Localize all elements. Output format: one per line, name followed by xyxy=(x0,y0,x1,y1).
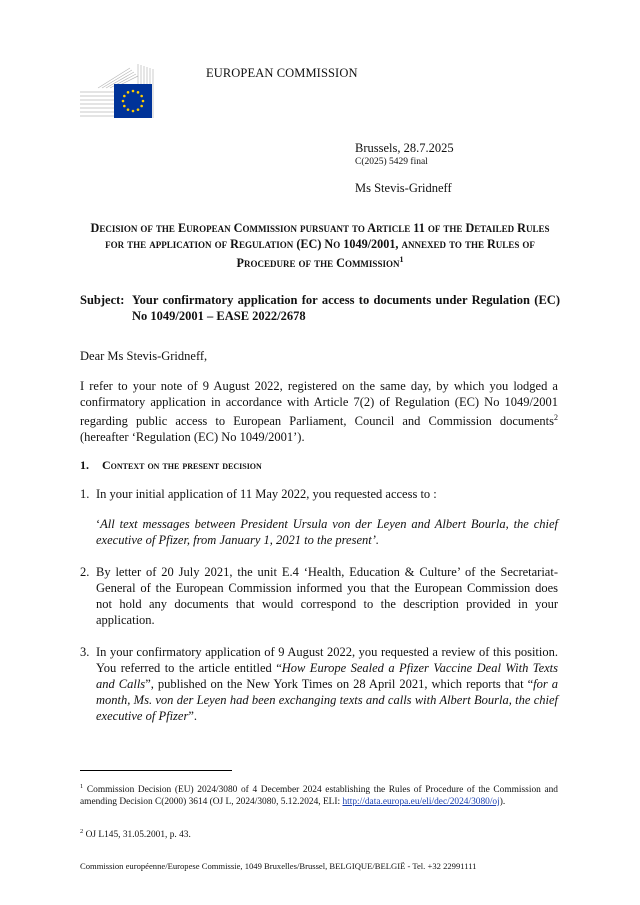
list-item xyxy=(80,644,558,724)
footnote-text: OJ L145, 31.05.2001, p. 43. xyxy=(83,830,191,841)
eu-star xyxy=(137,91,140,94)
eli-link[interactable]: http://data.europa.eu/eli/dec/2024/3080/oj xyxy=(342,796,500,807)
eu-star xyxy=(132,90,135,93)
item3-text-1: In your confirmatory application of 9 August 2022, you requested a review of this position. You referred to the article entitled “ xyxy=(96,645,558,675)
reference-number: C(2025) 5429 final xyxy=(355,157,428,167)
decision-title-text: Decision of the European Commission pursuant to Article 11 of the Detailed Rules for the application of Regulation (EC) No 1049/2001, annexed to the Rules of Procedure of the Commission xyxy=(90,221,550,271)
list-item-number: 1. xyxy=(80,487,90,501)
eu-star xyxy=(142,100,145,103)
letter-header xyxy=(355,140,454,196)
list-item-text: By letter of 20 July 2021, the unit E.4 ‘Health, Education & Culture’ of the Secretariat-General of the European Commission informed you that the European Commission does not hold any documents that would correspond to the description provided in your application. xyxy=(96,565,558,627)
article-title: How Europe Sealed a Pfizer Vaccine Deal With Texts and Calls xyxy=(96,661,559,691)
footnote-text-end: ). xyxy=(499,796,506,807)
list-item-text xyxy=(96,644,558,724)
subject xyxy=(80,292,560,324)
list-item-text: In your initial application of 11 May 2022, you requested access to : xyxy=(96,487,437,501)
eu-star xyxy=(123,95,126,98)
subject-text: Your confirmatory application for access to documents under Regulation (EC) No 1049/2001 – EASE 2022/2678 xyxy=(132,293,560,323)
section-heading xyxy=(80,458,262,473)
quote-text: All text messages between President Ursula von der Leyen and Albert Bourla, the chief executive of Pfizer, from January 1, 2021 to the present’. xyxy=(96,517,558,547)
eu-star xyxy=(127,91,130,94)
quote-open: ‘ xyxy=(96,517,101,531)
footnote-ref-1: 1 xyxy=(399,255,404,264)
section-title: Context on the present decision xyxy=(102,458,262,472)
intro-text: I refer to your note of 9 August 2022, registered on the same day, by which you lodged a confirmatory application in accordance with Article 7(2) of Regulation (EC) No 1049/2001 regarding public access to European Parliament, Council and Commission documents xyxy=(80,379,558,429)
footnote-number: 2 xyxy=(80,828,84,835)
addressee: Ms Stevis-Gridneff xyxy=(355,181,452,195)
footnote-2 xyxy=(80,826,558,842)
location-date: Brussels, 28.7.2025 xyxy=(355,141,454,155)
footnote-number: 1 xyxy=(80,783,84,790)
footnote-1 xyxy=(80,781,558,808)
list-item-number: 2. xyxy=(80,565,90,579)
item3-text-3: ”. xyxy=(188,709,198,723)
eu-star xyxy=(140,95,143,98)
intro-text-end: (hereafter ‘Regulation (EC) No 1049/2001’). xyxy=(80,430,305,445)
article-quote: for a month, Ms. von der Leyen had been exchanging texts and calls with Albert Bourla, the chief executive of Pfizer xyxy=(96,677,558,723)
organization-name: EUROPEAN COMMISSION xyxy=(206,66,358,80)
item3-text-2: ”, published on the New York Times on 28 April 2021, which reports that “ xyxy=(145,677,534,691)
list-item xyxy=(80,564,558,628)
eu-star xyxy=(122,100,125,103)
decision-title xyxy=(80,220,560,271)
eu-star xyxy=(140,105,143,108)
eu-star xyxy=(127,108,130,111)
list-item xyxy=(80,486,558,502)
footnote-ref-2: 2 xyxy=(554,413,558,422)
eu-flag xyxy=(114,84,152,118)
footnote-text: Commission Decision (EU) 2024/3080 of 4 December 2024 establishing the Rules of Procedure of the Commission and amending Decision C(2000) 3614 (OJ L, 2024/3080, 5.12.2024, ELI: xyxy=(80,785,558,807)
list-item-number: 3. xyxy=(80,645,90,659)
footnote-separator xyxy=(80,770,232,771)
eu-star xyxy=(137,108,140,111)
eu-star xyxy=(132,110,135,113)
eu-star xyxy=(123,105,126,108)
intro-paragraph xyxy=(80,378,558,445)
salutation: Dear Ms Stevis-Gridneff, xyxy=(80,349,208,363)
requested-documents-quote xyxy=(96,516,558,548)
subject-label: Subject: xyxy=(80,293,125,307)
european-commission-logo xyxy=(78,62,156,120)
section-number: 1. xyxy=(80,458,89,472)
page-footer: Commission européenne/Europese Commissie, 1049 Bruxelles/Brussel, BELGIQUE/BELGIË - Tel. +32 22991111 xyxy=(80,861,477,871)
